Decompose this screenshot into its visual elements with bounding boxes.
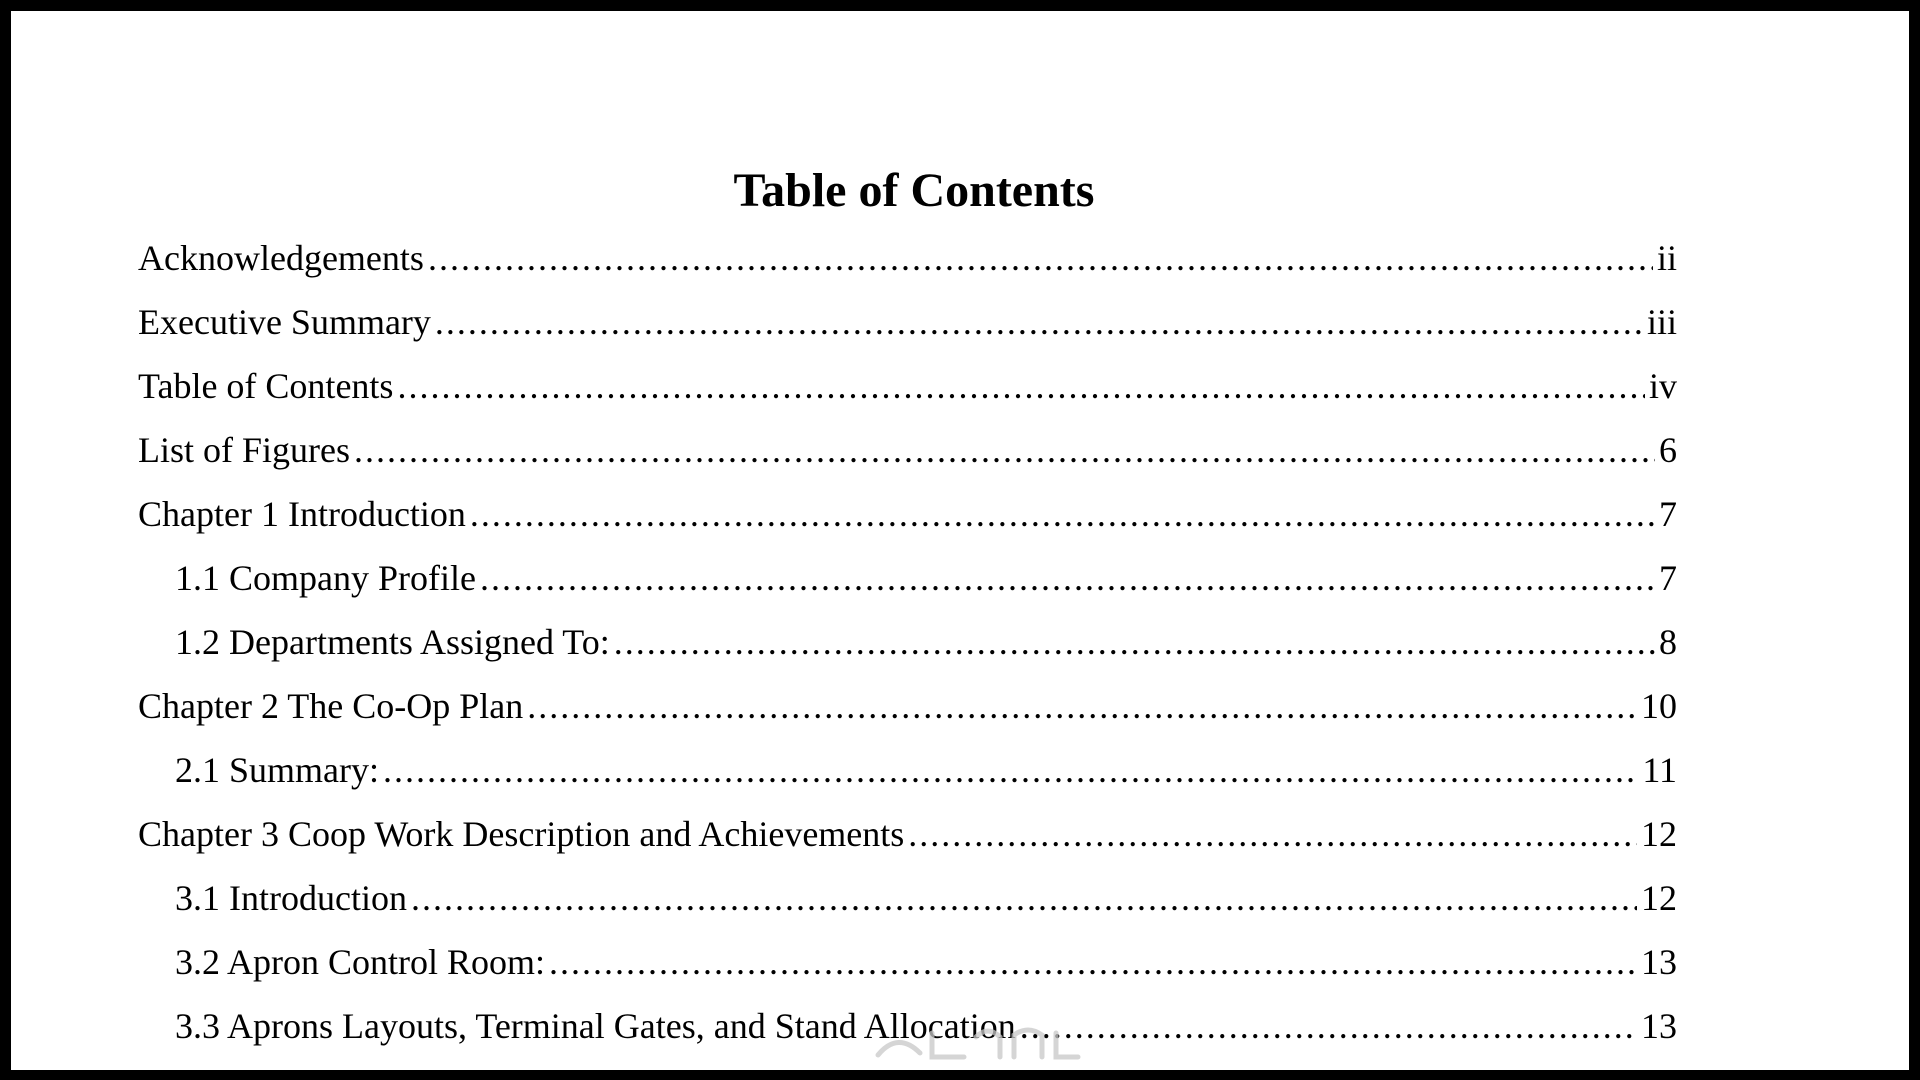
toc-entry-page: 7 (1659, 558, 1677, 598)
toc-entry-page: iii (1646, 302, 1677, 342)
toc-entry-acknowledgements[interactable] (138, 237, 1677, 301)
toc-entry-label: 1.2 Departments Assigned To: (175, 622, 610, 662)
toc-entry-label: 1.1 Company Profile (175, 558, 476, 598)
toc-entry-page: 13 (1641, 1006, 1677, 1046)
toc-entry-page: iv (1648, 366, 1677, 406)
dot-leader (614, 621, 1655, 663)
toc-entry-page: 8 (1659, 622, 1677, 662)
toc-entry-page: 10 (1641, 686, 1677, 726)
dot-leader (383, 749, 1638, 791)
toc-entry-chapter-3[interactable] (138, 813, 1677, 877)
toc-entry-label: Table of Contents (138, 366, 394, 406)
toc-entry-page: 6 (1659, 430, 1677, 470)
toc-entry-section-2-1[interactable] (138, 749, 1677, 813)
toc-entry-section-1-1[interactable] (138, 557, 1677, 621)
dot-leader (428, 237, 1653, 279)
dot-leader (435, 301, 1643, 343)
dot-leader (470, 493, 1655, 535)
toc-entry-page: 13 (1641, 942, 1677, 982)
toc-entry-label: List of Figures (138, 430, 350, 470)
dot-leader (480, 557, 1655, 599)
toc-entry-label: Acknowledgements (138, 238, 424, 278)
toc-entry-label: 2.1 Summary: (175, 750, 379, 790)
toc-entry-section-3-3[interactable] (138, 1005, 1677, 1069)
toc-entry-chapter-2[interactable] (138, 685, 1677, 749)
toc-entry-page: 11 (1642, 750, 1677, 790)
toc-entry-label: Chapter 3 Coop Work Description and Achievements (138, 814, 905, 854)
dot-leader (397, 365, 1645, 407)
toc-entry-label: Executive Summary (138, 302, 431, 342)
toc-entry-executive-summary[interactable] (138, 301, 1677, 365)
document-page (11, 11, 1909, 1070)
toc-entry-table-of-contents[interactable] (138, 365, 1677, 429)
toc-entry-label: 3.1 Introduction (175, 878, 407, 918)
toc-entry-label: Chapter 1 Introduction (138, 494, 466, 534)
toc-entry-page: 7 (1659, 494, 1677, 534)
dot-leader (527, 685, 1637, 727)
dot-leader (1020, 1005, 1637, 1047)
toc-entry-list-of-figures[interactable] (138, 429, 1677, 493)
toc-entry-label: 3.2 Apron Control Room: (175, 942, 546, 982)
dot-leader (354, 429, 1655, 471)
toc-list (138, 237, 1677, 1069)
toc-entry-section-3-2[interactable] (138, 941, 1677, 1005)
dot-leader (908, 813, 1637, 855)
toc-entry-page: 12 (1641, 878, 1677, 918)
toc-entry-section-3-1[interactable] (138, 877, 1677, 941)
toc-entry-page: 12 (1641, 814, 1677, 854)
toc-entry-label: Chapter 2 The Co-Op Plan (138, 686, 524, 726)
toc-entry-label: 3.3 Aprons Layouts, Terminal Gates, and Stand Allocation (175, 1006, 1016, 1046)
toc-entry-chapter-1[interactable] (138, 493, 1677, 557)
dot-leader (549, 941, 1637, 983)
dot-leader (411, 877, 1637, 919)
toc-entry-page: ii (1656, 238, 1677, 278)
toc-heading: Table of Contents (733, 164, 1095, 217)
toc-entry-section-1-2[interactable] (138, 621, 1677, 685)
